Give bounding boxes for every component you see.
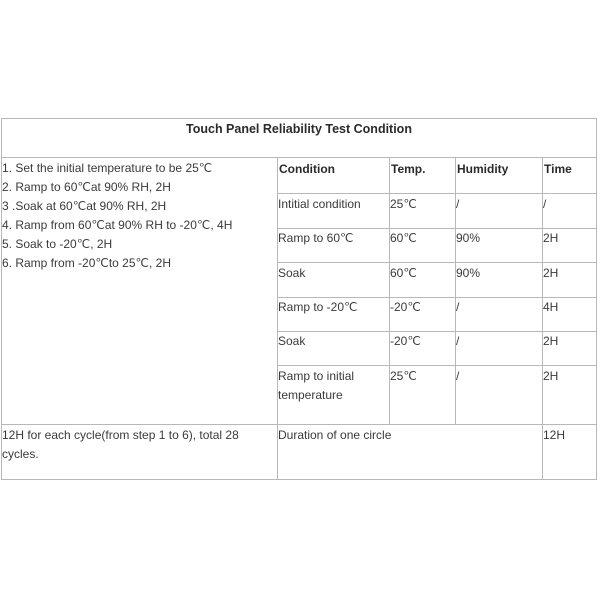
cell-temp: 25℃: [390, 197, 417, 211]
cell-condition: Ramp to -20℃: [278, 300, 358, 314]
cell-time: 2H: [543, 266, 559, 280]
cycle-note: 12H for each cycle(from step 1 to 6), total 28: [2, 428, 239, 442]
cell-condition: Ramp to initial: [278, 369, 355, 383]
cell-temp: -20℃: [390, 334, 421, 348]
step-item: 4. Ramp from 60℃at 90% RH to -20℃, 4H: [2, 218, 233, 232]
divider: [277, 193, 597, 194]
cell-humidity: 90%: [456, 231, 481, 245]
header-temp: Temp.: [391, 162, 426, 176]
cell-time: 2H: [543, 334, 559, 348]
cell-condition: temperature: [278, 388, 343, 402]
cell-temp: 60℃: [390, 266, 417, 280]
cell-time: 2H: [543, 231, 559, 245]
header-condition: Condition: [279, 162, 335, 176]
step-item: 5. Soak to -20℃, 2H: [2, 237, 113, 251]
cell-temp: 25℃: [390, 369, 417, 383]
cycle-note: cycles.: [2, 447, 39, 461]
step-item: 6. Ramp from -20℃to 25℃, 2H: [2, 256, 172, 270]
cell-temp: -20℃: [390, 300, 421, 314]
cell-time: 4H: [543, 300, 559, 314]
header-time: Time: [544, 162, 572, 176]
header-humidity: Humidity: [457, 162, 509, 176]
table-title: Touch Panel Reliability Test Condition: [186, 122, 412, 136]
cell-condition: Soak: [278, 266, 306, 280]
cell-time: /: [543, 197, 547, 211]
step-item: 2. Ramp to 60℃at 90% RH, 2H: [2, 180, 171, 194]
cell-time: 2H: [543, 369, 559, 383]
cell-condition: Ramp to 60℃: [278, 231, 354, 245]
cell-humidity: /: [456, 369, 460, 383]
cell-humidity: /: [456, 197, 460, 211]
step-item: 3 .Soak at 60℃at 90% RH, 2H: [2, 199, 167, 213]
step-item: 1. Set the initial temperature to be 25℃: [2, 161, 213, 175]
divider: [277, 262, 597, 263]
duration-value: 12H: [543, 428, 566, 442]
divider: [1, 157, 597, 158]
cell-humidity: 90%: [456, 266, 481, 280]
cell-humidity: /: [456, 300, 460, 314]
cell-condition: Intitial condition: [278, 197, 361, 211]
cell-humidity: /: [456, 334, 460, 348]
divider: [277, 365, 597, 366]
cell-temp: 60℃: [390, 231, 417, 245]
duration-label: Duration of one circle: [278, 428, 392, 442]
divider: [1, 424, 597, 425]
cell-condition: Soak: [278, 334, 306, 348]
